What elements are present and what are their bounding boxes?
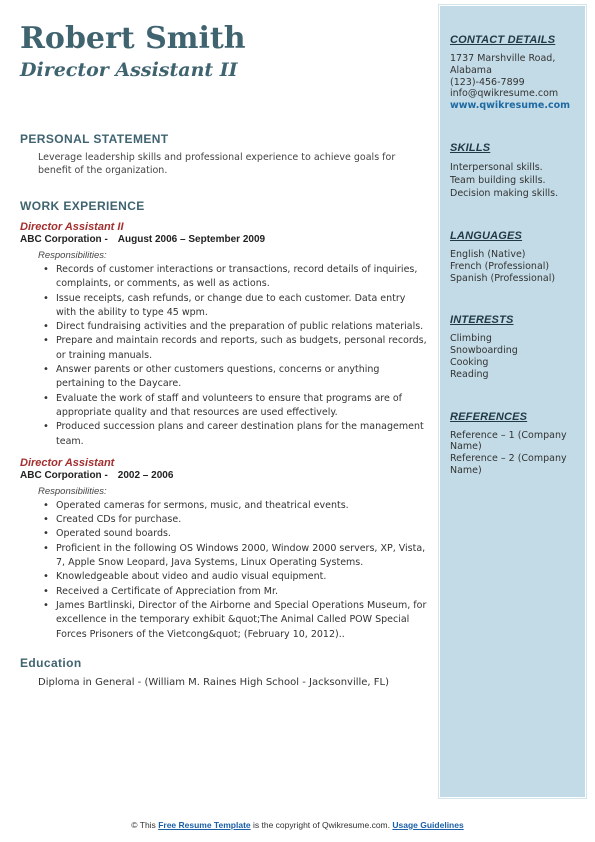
interests-heading: INTERESTS — [450, 314, 514, 327]
contact-section — [450, 34, 577, 112]
personal-statement-heading: PERSONAL STATEMENT — [20, 132, 169, 146]
website-link[interactable]: www.qwikresume.com — [450, 100, 571, 112]
list-item: • Created CDs for purchase. — [56, 513, 428, 527]
interest-item: Climbing — [450, 333, 492, 345]
candidate-name: Robert Smith — [20, 21, 246, 56]
company-name: ABC Corporation - — [20, 234, 108, 245]
language-item: English (Native) — [450, 248, 526, 260]
job-entry-1 — [20, 221, 428, 449]
list-item: • Prepare and maintain records and reports, such as budgets, personal records, or training manuals. — [56, 334, 428, 363]
skill-item: Decision making skills. — [450, 187, 559, 199]
interests-list — [450, 333, 577, 380]
email-address[interactable]: info@qwikresume.com — [450, 88, 559, 100]
list-item: • Direct fundraising activities and the preparation of public relations materials. — [56, 320, 428, 334]
language-item: Spanish (Professional) — [450, 272, 556, 284]
skills-list — [450, 161, 577, 200]
list-item: • Knowledgeable about video and audio visual equipment. — [56, 570, 428, 584]
list-item: • Received a Certificate of Appreciation from Mr. — [56, 585, 428, 599]
interest-item: Snowboarding — [450, 345, 518, 357]
list-item: • Operated sound boards. — [56, 527, 428, 541]
list-item: • Proficient in the following OS Windows 2000, Window 2000 servers, XP, Vista, 7, Apple Snow Leopard, Java Systems, Linux Operating Systems. — [56, 542, 428, 571]
interest-item: Reading — [450, 368, 489, 380]
work-experience-heading: WORK EXPERIENCE — [20, 199, 145, 213]
responsibilities-list — [20, 499, 428, 642]
company-name: ABC Corporation - — [20, 469, 108, 481]
responsibilities-list — [20, 263, 428, 449]
languages-list — [450, 249, 577, 284]
references-section — [450, 411, 577, 477]
skills-section — [450, 142, 577, 200]
copyright-footer — [0, 820, 595, 830]
reference-item: Reference – 2 (Company Name) — [450, 453, 567, 476]
responsibilities-label: Responsibilities: — [38, 485, 107, 497]
job-entry-2 — [20, 457, 428, 642]
job-title: Director Assistant II — [20, 221, 124, 233]
skill-item: Team building skills. — [450, 174, 546, 186]
languages-section — [450, 230, 577, 284]
list-item: • Produced succession plans and career destination plans for the management team. — [56, 420, 428, 449]
contact-details — [450, 53, 577, 112]
list-item: • Records of customer interactions or transactions, record details of inquiries, complaints, or comments, as well as actions. — [56, 263, 428, 292]
job-title: Director Assistant — [20, 456, 115, 469]
main-column — [20, 132, 428, 690]
list-item: • Operated cameras for sermons, music, and theatrical events. — [56, 499, 428, 513]
list-item: • Issue receipts, cash refunds, or change due to each customer. Data entry with the ability to type 45 wpm. — [56, 292, 428, 321]
skills-heading: SKILLS — [450, 141, 491, 154]
interest-item: Cooking — [450, 356, 489, 368]
personal-statement-text: Leverage leadership skills and professional experience to achieve goals for benefit of the organization. — [38, 152, 396, 176]
responsibilities-label: Responsibilities: — [38, 250, 107, 261]
job-company-line — [20, 234, 428, 246]
list-item: • Evaluate the work of staff and volunteers to ensure that programs are of appropriate quality and that resources are used effectively. — [56, 392, 428, 421]
language-item: French (Professional) — [450, 260, 550, 272]
contact-heading: CONTACT DETAILS — [450, 34, 556, 46]
references-list — [450, 430, 577, 477]
footer-copyright-text: is the copyright of Qwikresume.com. — [253, 820, 390, 830]
resume-header — [20, 22, 425, 81]
education-heading: Education — [20, 655, 82, 670]
phone-number: (123)-456-7899 — [450, 76, 525, 88]
list-item: • James Bartlinski, Director of the Airborne and Special Operations Museum, for excellence in the temporary exhibit &quot;The Animal Called POW Special Forces Prisoners of the Vietcong&quot; (February 10, 2012).. — [56, 599, 428, 642]
address-line: Alabama — [450, 64, 492, 76]
education-text: Diploma in General - (William M. Raines High School - Jacksonville, FL) — [38, 676, 390, 688]
job-dates: 2002 – 2006 — [117, 469, 174, 481]
reference-item: Reference – 1 (Company Name) — [450, 429, 567, 453]
interests-section — [450, 314, 577, 380]
sidebar — [439, 5, 586, 798]
usage-guidelines-link[interactable]: Usage Guidelines — [392, 820, 464, 830]
job-dates: August 2006 – September 2009 — [117, 234, 266, 245]
footer-prefix: © This — [131, 820, 156, 830]
references-heading: REFERENCES — [450, 410, 528, 423]
job-company-line — [20, 470, 428, 482]
candidate-title: Director Assistant II — [20, 59, 238, 81]
skill-item: Interpersonal skills. — [450, 161, 543, 173]
free-resume-template-link[interactable]: Free Resume Template — [158, 820, 251, 830]
address-line: 1737 Marshville Road, — [450, 53, 556, 64]
languages-heading: LANGUAGES — [450, 229, 523, 242]
list-item: • Answer parents or other customers questions, concerns or anything pertaining to the Daycare. — [56, 363, 428, 392]
